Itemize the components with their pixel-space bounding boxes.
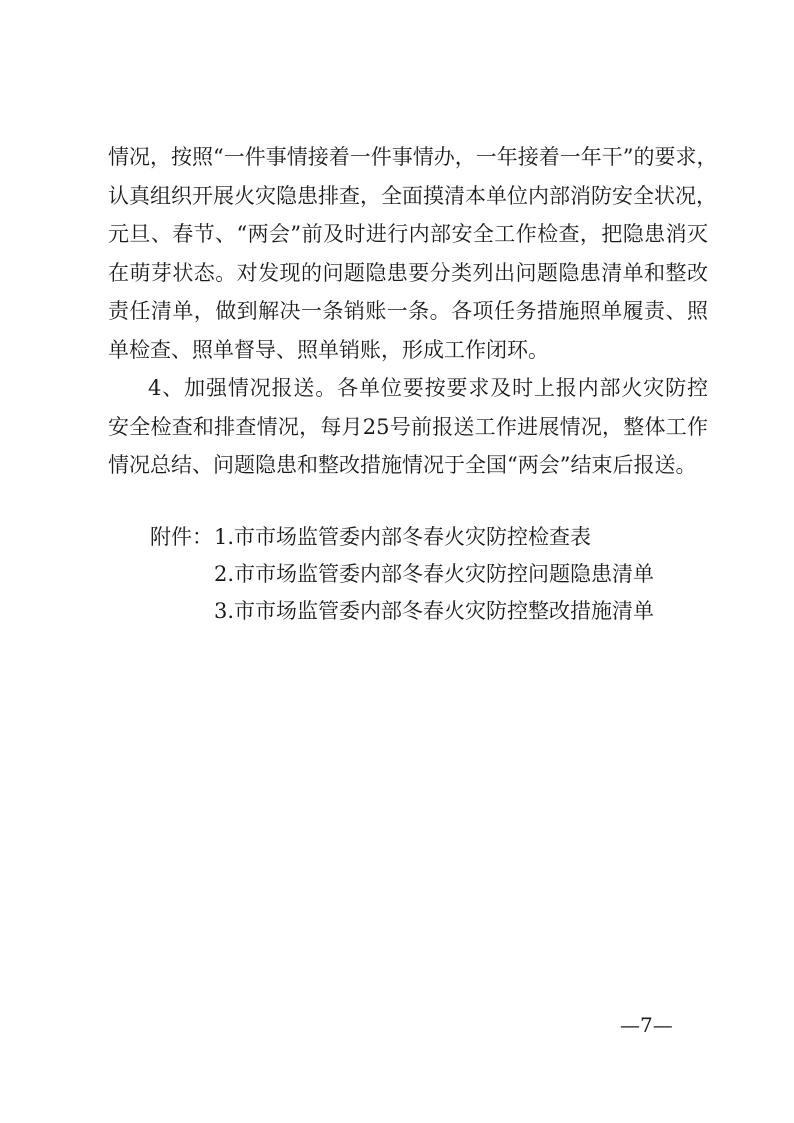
attachment-item (150, 593, 710, 630)
body-line: 情况总结、问题隐患和整改措施情况于全国“两会”结束后报送。 (108, 453, 697, 477)
page-number: —7— (620, 1013, 673, 1037)
attachment-text: 3.市市场监管委内部冬春火灾防控整改措施清单 (214, 599, 655, 623)
body-line: 认真组织开展火灾隐患排查，全面摸清本单位内部消防安全状况， (108, 183, 717, 208)
attachment-text: 1.市市场监管委内部冬春火灾防控检查表 (214, 525, 592, 549)
body-line: 安全检查和排查情况，每月25号前报送工作进展情况，整体工作 (108, 414, 708, 439)
attachments-label: 附件： (150, 525, 213, 549)
attachments-list (150, 519, 710, 630)
body-text (108, 138, 718, 485)
attachment-item (150, 556, 710, 593)
attachment-text: 2.市市场监管委内部冬春火灾防控问题隐患清单 (214, 562, 655, 586)
body-line: 责任清单，做到解决一条销账一条。各项任务措施照单履责、照 (108, 299, 708, 323)
body-line: 情况，按照“一件事情接着一件事情办，一年接着一年干”的要求， (108, 145, 718, 169)
body-line: 单检查、照单督导、照单销账，形成工作闭环。 (108, 337, 549, 362)
body-line: 元旦、春节、“两会”前及时进行内部安全工作检查，把隐患消灭 (108, 222, 708, 246)
body-line: 在萌芽状态。对发现的问题隐患要分类列出问题隐患清单和整改 (108, 260, 708, 285)
section-heading-line: 4、加强情况报送。各单位要按要求及时上报内部火灾防控 (148, 376, 708, 400)
attachment-item (150, 519, 710, 556)
